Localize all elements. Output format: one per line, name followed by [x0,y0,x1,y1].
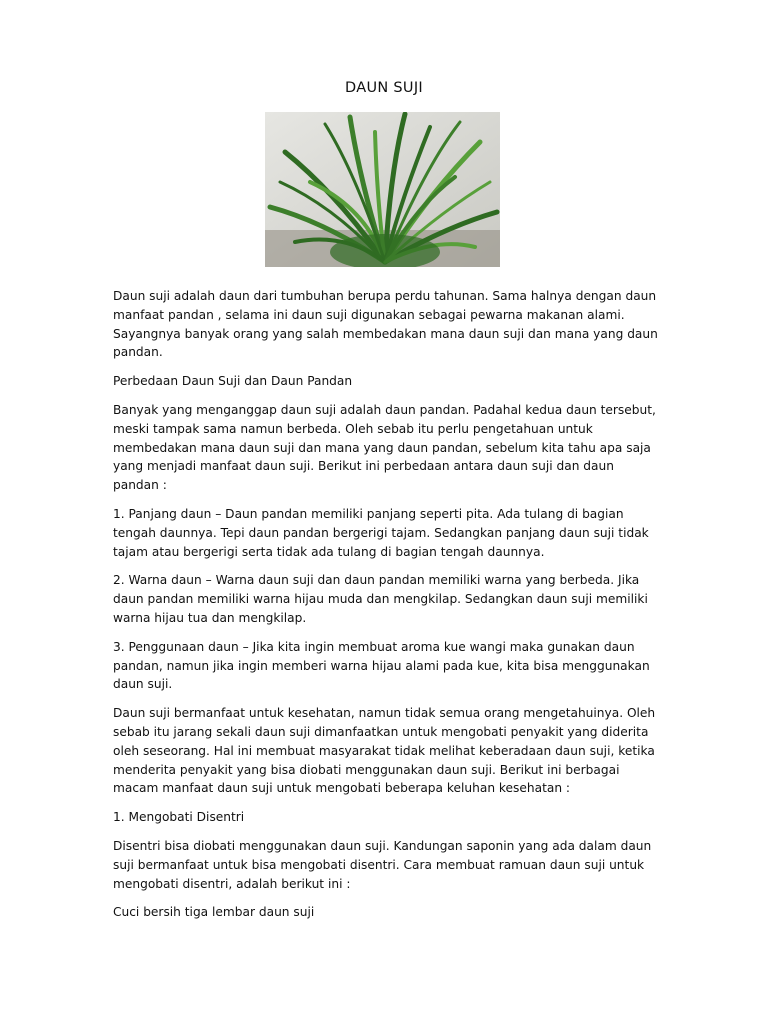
paragraph-manfaat: Daun suji bermanfaat untuk kesehatan, namun tidak semua orang mengetahuinya. Oleh sebab itu jarang sekali daun suji dimanfaatkan untuk mengobati penyakit yang diderita oleh seseorang. Hal ini membuat masyarakat tidak melihat keberadaan daun suji, ketika menderita penyakit yang bisa diobati menggunakan daun suji. Berikut ini berbagai macam manfaat daun suji untuk mengobati beberapa keluhan kesehatan : [113,706,656,796]
paragraph-perbedaan: Banyak yang menganggap daun suji adalah daun pandan. Padahal kedua daun tersebut, meski tampak sama namun berbeda. Oleh sebab itu perlu pengetahuan untuk membedakan mana daun suji dan mana yang daun pandan, sebelum kita tahu apa saja yang menjadi manfaat daun suji. Berikut ini perbedaan antara daun suji dan daun pandan : [113,402,656,493]
paragraph-disentri: Disentri bisa diobati menggunakan daun suji. Kandungan saponin yang ada dalam daun suji bermanfaat untuk bisa mengobati disentri. Cara membuat ramuan daun suji untuk mengobati disentri, adalah berikut ini : [113,838,652,891]
section-heading-disentri: 1. Mengobati Disentri [113,810,245,825]
daun-suji-plant-photo [265,112,500,267]
document-title: DAUN SUJI [345,80,423,96]
section-heading-perbedaan: Perbedaan Daun Suji dan Daun Pandan [113,374,353,389]
list-item-penggunaan-daun: 3. Penggunaan daun – Jika kita ingin membuat aroma kue wangi maka gunakan daun pandan, namun jika ingin memberi warna hijau alami pada kue, kita bisa menggunakan daun suji. [113,639,650,692]
paragraph-cuci-daun: Cuci bersih tiga lembar daun suji [113,905,315,920]
list-item-warna-daun: 2. Warna daun – Warna daun suji dan daun pandan memiliki warna yang berbeda. Jika daun pandan memiliki warna hijau muda dan mengkilap. Sedangkan daun suji memiliki warna hijau tua dan mengkilap. [113,573,648,625]
document-body [113,287,658,932]
list-item-panjang-daun: 1. Panjang daun – Daun pandan memiliki panjang seperti pita. Ada tulang di bagian tengah daunnya. Tepi daun pandan bergerigi tajam. Sedangkan panjang daun suji tidak tajam atau bergerigi serta tidak ada tulang di bagian tengah daunnya. [113,506,649,559]
paragraph-intro: Daun suji adalah daun dari tumbuhan berupa perdu tahunan. Sama halnya dengan daun manfaat pandan , selama ini daun suji digunakan sebagai pewarna makanan alami. Sayangnya banyak orang yang salah membedakan mana daun suji dan mana yang daun pandan. [113,289,658,360]
